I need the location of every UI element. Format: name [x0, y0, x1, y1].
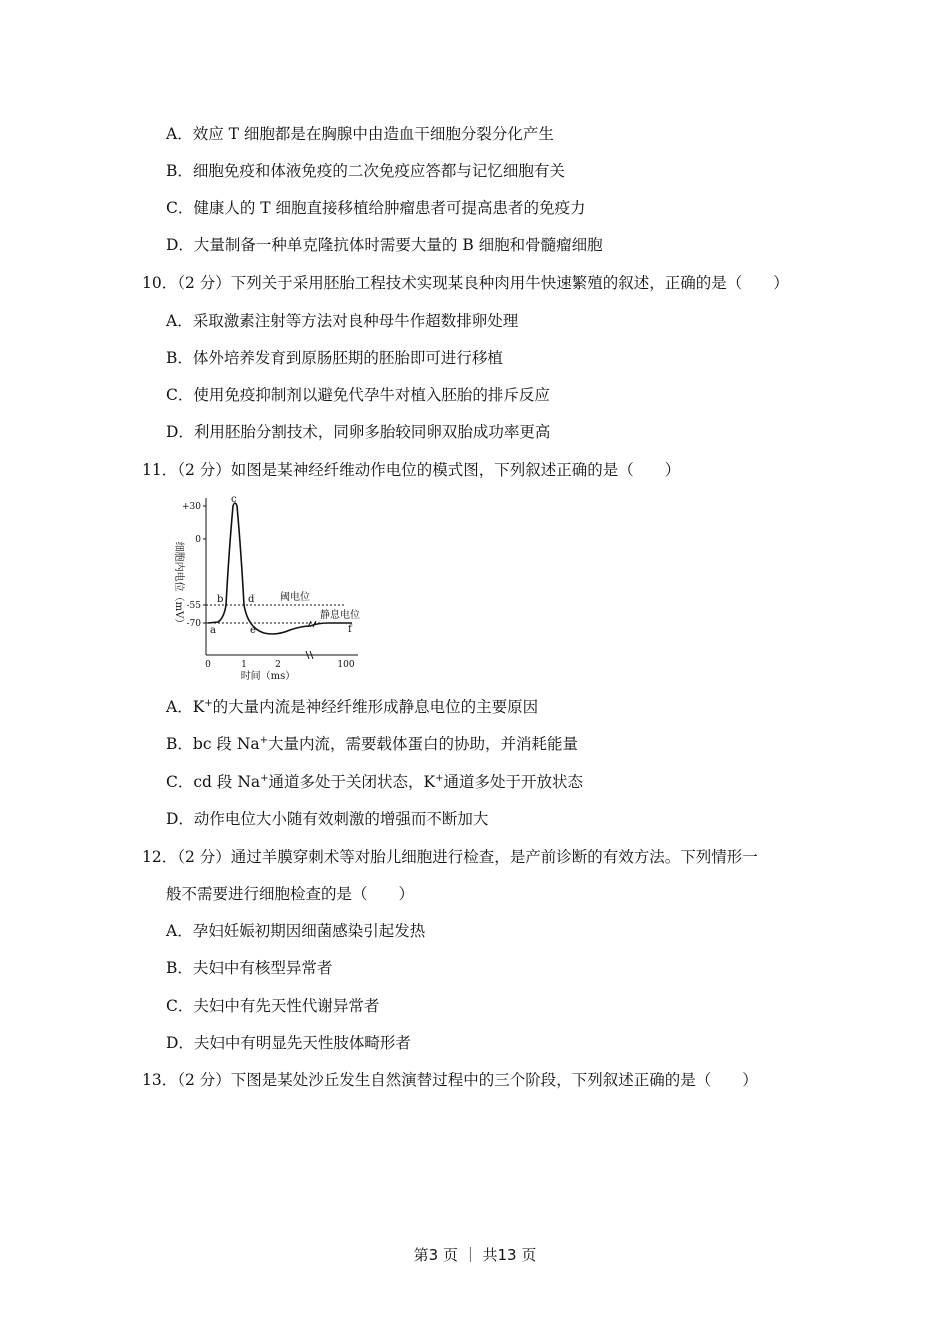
q9-option-c: C．健康人的 T 细胞直接移植给肿瘤患者可提高患者的免疫力	[166, 199, 586, 217]
q13-stem: 13．（2 分）下图是某处沙丘发生自然演替过程中的三个阶段，下列叙述正确的是（ ）	[142, 1071, 758, 1089]
q9-option-a: A．效应 T 细胞都是在胸腺中由造血干细胞分裂分化产生	[166, 125, 554, 143]
q11-option-d: D．动作电位大小随有效刺激的增强而不断加大	[166, 810, 489, 828]
q10-option-a: A．采取激素注射等方法对良种母牛作超数排卵处理	[166, 312, 519, 330]
action-potential-figure	[168, 490, 364, 684]
point-e: e	[250, 625, 256, 636]
figure-ylabel: 细胞内电位（mV）	[173, 541, 184, 629]
point-d: d	[248, 594, 255, 605]
q11-option-c: C．cd 段 Na+通道多处于关闭状态，K+通道多处于开放状态	[166, 773, 584, 791]
q10-option-c: C．使用免疫抑制剂以避免代孕牛对植入胚胎的排斥反应	[166, 386, 550, 404]
resting-label: 静息电位	[320, 610, 360, 621]
q10-option-d: D．利用胚胎分割技术，同卵多胎较同卵双胎成功率更高	[166, 423, 551, 441]
threshold-label: 阈电位	[280, 592, 310, 603]
ytick-plus30: +30	[182, 502, 201, 512]
q12-option-a: A．孕妇妊娠初期因细菌感染引起发热	[166, 922, 426, 940]
q10-stem: 10．（2 分）下列关于采用胚胎工程技术实现某良种肉用牛快速繁殖的叙述，正确的是（ ）	[142, 274, 789, 292]
xtick-100: 100	[337, 660, 355, 670]
q11-option-b: B．bc 段 Na+大量内流，需要载体蛋白的协助，并消耗能量	[166, 735, 579, 753]
q9-option-d: D．大量制备一种单克隆抗体时需要大量的 B 细胞和骨髓瘤细胞	[166, 236, 603, 254]
q12-option-b: B．夫妇中有核型异常者	[166, 959, 333, 977]
figure-xlabel: 时间（ms）	[240, 671, 296, 682]
q12-option-d: D．夫妇中有明显先天性肢体畸形者	[166, 1034, 411, 1052]
q12-stem-line2: 般不需要进行细胞检查的是（ ）	[166, 885, 415, 903]
xtick-1: 1	[241, 660, 247, 670]
point-c: c	[231, 494, 237, 505]
point-f: f	[348, 624, 352, 635]
q9-option-b: B．细胞免疫和体液免疫的二次免疫应答都与记忆细胞有关	[166, 162, 565, 180]
ytick-0: 0	[195, 535, 201, 545]
ytick-minus70: -70	[186, 619, 201, 629]
q12-stem-line1: 12．（2 分）通过羊膜穿刺术等对胎儿细胞进行检查，是产前诊断的有效方法。下列情形一	[142, 848, 758, 866]
point-a: a	[210, 625, 216, 636]
xtick-0: 0	[205, 660, 211, 670]
q11-option-a: A．K+的大量内流是神经纤维形成静息电位的主要原因	[166, 698, 539, 716]
ytick-minus55: -55	[186, 601, 201, 611]
q11-stem: 11．（2 分）如图是某神经纤维动作电位的模式图，下列叙述正确的是（ ）	[142, 461, 681, 479]
xtick-2: 2	[275, 660, 281, 670]
q10-option-b: B．体外培养发育到原肠胚期的胚胎即可进行移植	[166, 349, 503, 367]
q12-option-c: C．夫妇中有先天性代谢异常者	[166, 997, 380, 1015]
page-footer: 第3 页 ｜ 共13 页	[413, 1246, 537, 1264]
point-b: b	[217, 594, 224, 605]
